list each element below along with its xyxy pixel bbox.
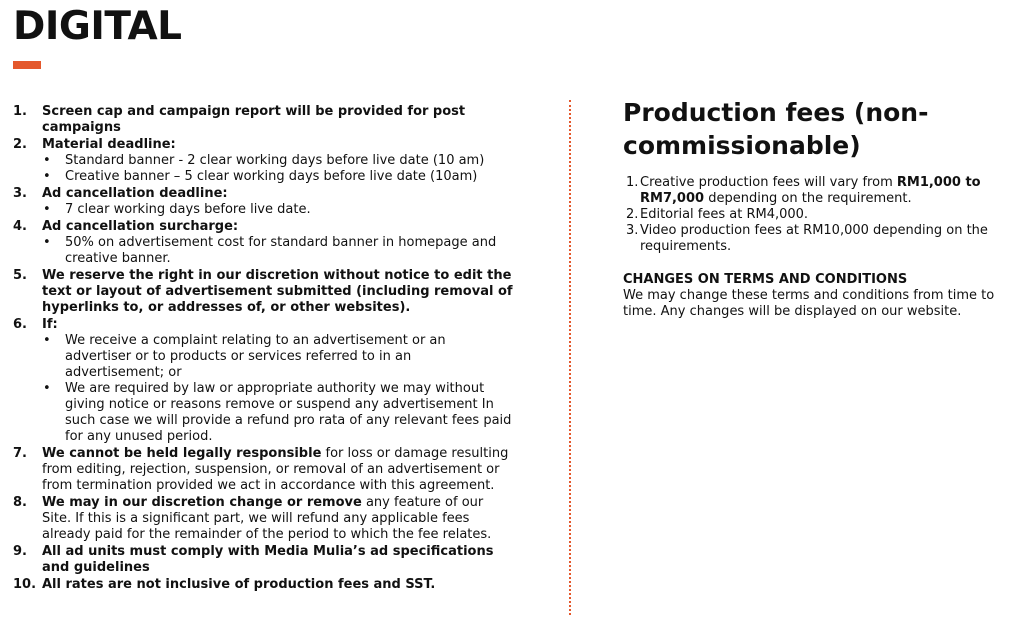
bullet-icon: • <box>43 169 51 184</box>
term-text: If: <box>42 317 58 332</box>
page-title: DIGITAL <box>13 4 182 49</box>
bullet-item <box>43 153 513 169</box>
term-item <box>13 186 513 218</box>
term-item <box>13 317 513 445</box>
production-text-after: depending on the requirement. <box>704 191 912 206</box>
bullet-icon: • <box>43 333 51 348</box>
term-text: Ad cancellation deadline: <box>42 186 228 201</box>
bullet-item <box>43 381 513 445</box>
bullet-item <box>43 202 513 218</box>
accent-bar <box>13 61 41 69</box>
production-item <box>623 175 1018 207</box>
term-text: We cannot be held legally responsible <box>42 446 322 461</box>
production-list <box>623 175 1018 255</box>
term-item <box>13 544 513 576</box>
changes-body: We may change these terms and conditions from time to time. Any changes will be displayed on our website. <box>623 288 995 319</box>
term-number: 10. <box>13 577 37 592</box>
term-text: All ad units must comply with Media Mulia’s ad specifications and guidelines <box>42 544 494 575</box>
production-text: Creative production fees will vary from <box>640 175 897 190</box>
production-amount: RM1,000 to RM7,000 <box>640 175 981 206</box>
term-number: 7. <box>13 446 27 461</box>
term-number: 8. <box>13 495 27 510</box>
term-number: 5. <box>13 268 27 283</box>
bullet-item <box>43 169 513 185</box>
term-text: Ad cancellation surcharge: <box>42 219 239 234</box>
term-number: 4. <box>13 219 27 234</box>
term-text: All rates are not inclusive of production fees and SST. <box>42 577 436 592</box>
term-text: Material deadline: <box>42 137 176 152</box>
bullet-item <box>43 235 513 267</box>
term-number: 6. <box>13 317 27 332</box>
bullet-icon: • <box>43 202 51 217</box>
bullet-icon: • <box>43 235 51 250</box>
terms-list <box>13 104 513 593</box>
production-item <box>623 223 1018 255</box>
term-item <box>13 137 513 185</box>
term-number: 3. <box>13 186 27 201</box>
production-text: Editorial fees at RM4,000. <box>640 207 809 222</box>
term-item <box>13 577 513 593</box>
term-rest-text: any feature of our Site. If this is a significant part, we will refund any applicable fees already paid for the remainder of the period to which the fee relates. <box>42 495 492 542</box>
term-item <box>13 495 513 543</box>
term-text: We reserve the right in our discretion without notice to edit the text or layout of advertisement submitted (including removal of hyperlinks to, or addresses of, or other websites). <box>42 268 513 315</box>
term-text: Screen cap and campaign report will be provided for post campaigns <box>42 104 466 135</box>
production-text: Video production fees at RM10,000 depending on the requirements. <box>640 223 988 254</box>
changes-heading: CHANGES ON TERMS AND CONDITIONS <box>623 272 908 287</box>
bullet-text: Standard banner - 2 clear working days before live date (10 am) <box>65 153 485 168</box>
bullet-item <box>43 333 513 381</box>
bullet-text: 50% on advertisement cost for standard banner in homepage and creative banner. <box>65 235 497 266</box>
bullet-icon: • <box>43 381 51 396</box>
bullet-text: 7 clear working days before live date. <box>65 202 311 217</box>
production-item <box>623 207 1018 223</box>
term-item <box>13 446 513 494</box>
production-section <box>623 96 1018 320</box>
production-number: 1. <box>626 175 639 190</box>
bullet-text: We are required by law or appropriate authority we may without giving notice or reasons remove or suspend any advertisement In such case we will provide a refund pro rata of any relevant fees paid for any unused period. <box>65 381 512 444</box>
term-text: We may in our discretion change or remove <box>42 495 362 510</box>
dotted-divider <box>569 100 571 615</box>
production-number: 3. <box>626 223 639 238</box>
term-item <box>13 104 513 136</box>
production-number: 2. <box>626 207 639 222</box>
bullet-text: We receive a complaint relating to an advertisement or an advertiser or to products or services referred to in an advertisement; or <box>65 333 446 380</box>
term-item <box>13 268 513 316</box>
term-number: 1. <box>13 104 27 119</box>
term-number: 9. <box>13 544 27 559</box>
bullet-icon: • <box>43 153 51 168</box>
term-number: 2. <box>13 137 27 152</box>
bullet-text: Creative banner – 5 clear working days before live date (10am) <box>65 169 478 184</box>
term-rest-text: for loss or damage resulting from editing, rejection, suspension, or removal of an advertisement or from termination provided we act in accordance with this agreement. <box>42 446 509 493</box>
term-item <box>13 219 513 267</box>
production-title: Production fees (non-commissionable) <box>623 98 929 160</box>
